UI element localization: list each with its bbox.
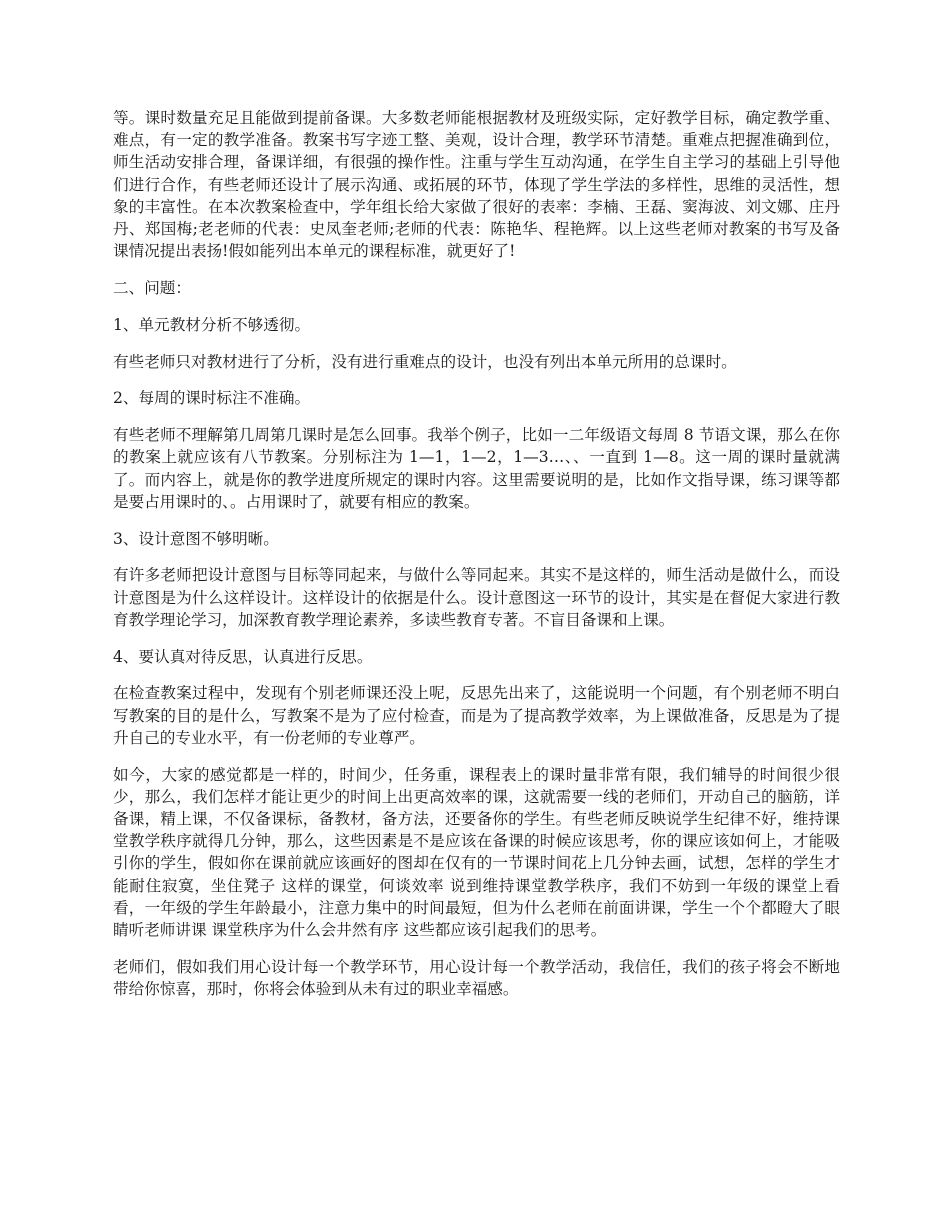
paragraph-problem-4: 在检查教案过程中，发现有个别老师课还没上呢，反思先出来了，这能说明一个问题，有个别老师不明白写教案的目的是什么，写教案不是为了应付检查，而是为了提高教学效率，为上课做准备，反思是为了提升自己的专业水平，有一份老师的专业尊严。 [113,684,840,747]
problem-heading-4: 4、要认真对待反思，认真进行反思。 [113,647,373,666]
problem-heading-2: 2、每周的课时标注不准确。 [113,389,311,408]
section-heading-problems: 二、问题： [113,279,191,298]
paragraph-teaching-plan-summary: 等。课时数量充足且能做到提前备课。大多数老师能根据教材及班级实际，定好教学目标，确定教学重、难点，有一定的教学准备。教案书写字迹工整、美观，设计合理，教学环节清楚。重难点把握准确到位，师生活动安排合理，备课详细，有很强的操作性。注重与学生互动沟通，在学生自主学习的基础上引导他们进行合作，有些老师还设计了展示沟通、或拓展的环节，体现了学生学法的多样性，思维的灵活性，想象的丰富性。在本次教案检查中，学年组长给大家做了很好的表率：李楠、王磊、窦海波、刘文娜、庄丹丹、郑国梅;老老师的代表：史凤奎老师;老师的代表：陈艳华、程艳辉。以上这些老师对教案的书写及备课情况提出表扬!假如能列出本单元的课程标准，就更好了! [113,109,840,261]
paragraph-efficiency-discussion: 如今，大家的感觉都是一样的，时间少，任务重，课程表上的课时量非常有限，我们辅导的时间很少很少，那么，我们怎样才能让更少的时间上出更高效率的课，这就需要一线的老师们，开动自己的脑筋，详备课，精上课，不仅备课标，备教材，备方法，还要备你的学生。有些老师反映说学生纪律不好，维持课堂教学秩序就得几分钟，那么，这些因素是不是应该在备课的时候应该思考，你的课应该如何上，才能吸引你的学生，假如你在课前就应该画好的图却在仅有的一节课时间花上几分钟去画，试想，怎样的学生才能耐住寂寞，坐住凳子 这样的课堂，何谈效率 说到维持课堂教学秩序，我们不妨到一年级的课堂上看看，一年级的学生年龄最小，注意力集中的时间最短，但为什么老师在前面讲课，学生一个个都瞪大了眼睛听老师讲课 课堂秩序为什么会井然有序 这些都应该引起我们的思考。 [113,765,840,940]
problem-heading-3: 3、设计意图不够明晰。 [113,529,279,548]
paragraph-problem-1: 有些老师只对教材进行了分析，没有进行重难点的设计，也没有列出本单元所用的总课时。 [113,352,737,371]
document-page [113,107,840,1015]
problem-heading-1: 1、单元教材分析不够透彻。 [113,315,311,334]
paragraph-closing: 老师们，假如我们用心设计每一个教学环节，用心设计每一个教学活动，我信任，我们的孩子将会不断地带给你惊喜，那时，你将会体验到从未有过的职业幸福感。 [113,957,840,999]
paragraph-problem-3: 有许多老师把设计意图与目标等同起来，与做什么等同起来。其实不是这样的，师生活动是做什么，而设计意图是为什么这样设计。这样设计的依据是什么。设计意图这一环节的设计，其实是在督促大家进行教育教学理论学习，加深教育教学理论素养，多读些教育专著。不盲目备课和上课。 [113,566,840,629]
paragraph-problem-2: 有些老师不理解第几周第几课时是怎么回事。我举个例子，比如一二年级语文每周 8 节语文课，那么在你的教案上就应该有八节教案。分别标注为 1—1，1—2，1—3…、、一直到 1—8。这一周的课时量就满了。而内容上，就是你的教学进度所规定的课时内容。这里需要说明的是，比如作文指导课，练习课等都是要占用课时的、。占用课时了，就要有相应的教案。 [113,426,840,511]
